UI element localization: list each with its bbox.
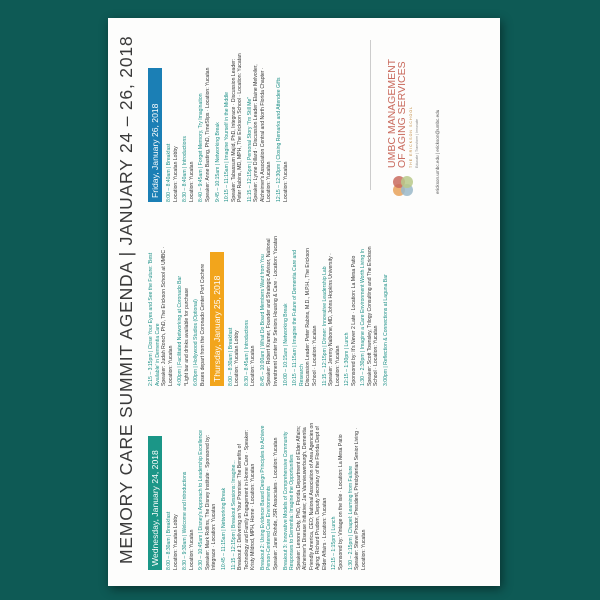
agenda-item-time: 11:15 – 12:15pm | Breakout Sessions: Imagine...: [230, 460, 237, 570]
agenda-item-detail: *Light bar and drinks available for purchase: [183, 288, 190, 386]
agenda-item: [283, 236, 290, 386]
agenda-item-time: 1:30 – 2:15pm | Chapel: Learning from Failure: [347, 465, 354, 570]
agenda-item: [322, 236, 342, 386]
agenda-item-time: Breakout 2: Using Evidence Based Design Principles to Achieve Person-Centered Care Environments: [259, 425, 273, 570]
divider: [370, 40, 371, 190]
agenda-item-time: 10:00 – 10:15am | Networking Break: [282, 303, 289, 386]
agenda-item-detail: Speaker: Robert Kramer, Founder and Strategic Advisor, National Investment Center for Seniors Housing & Care · Location: Yucatan: [266, 236, 279, 386]
agenda-item: [166, 52, 179, 202]
agenda-content: [108, 18, 500, 586]
agenda-item-time: 6:00pm | Hollywood Studios (Optional): [193, 299, 200, 386]
agenda-item: [221, 420, 228, 570]
agenda-item-detail: Location: Yucatan: [188, 161, 195, 202]
agenda-item: [247, 52, 273, 202]
org-tagline: Educate | Transform | Innovate: [415, 118, 419, 168]
agenda-item: [224, 52, 244, 202]
day-header-thursday: Thursday, January 25, 2018: [210, 252, 224, 386]
agenda-item-detail: Speaker: Jeremy Nalbone, MD, Johns Hopkins University · Location: Yucatan: [328, 253, 341, 386]
agenda-item-time: 8:30 – 9:30am | Welcome and Introductions: [182, 471, 189, 570]
org-name: UMBC MANAGEMENT OF AGING SERVICES: [386, 58, 408, 168]
agenda-item-time: 11:15 – 12:15pm | Dinner: Innovative Leadership Lab: [321, 266, 328, 386]
agenda-item-time: 9:30 – 10:45am | Disney's Approach to Leadership Excellence: [198, 430, 205, 570]
org-subtitle: THE ERICKSON SCHOOL: [409, 105, 413, 168]
agenda-item: [198, 52, 211, 202]
agenda-item: [331, 420, 344, 570]
agenda-item-detail: Speaker: Scott Townsley, Trilogy Consulting and The Erickson School · Location: Yucatan: [366, 246, 380, 386]
agenda-item-detail: Location: Yucatan: [250, 345, 257, 386]
agenda-item-time: 12:15 – 12:30pm | Closing Remarks and Attendee Gifts: [276, 77, 283, 202]
agenda-item-time: 2:15 – 3:15pm | Close Your Eyes and See the Future: 'Best Available' in Dementia Care: [148, 252, 161, 386]
agenda-item-time: 10:15 – 11:15am | Imagine the Future of Dementia Care and Research: [292, 249, 305, 386]
agenda-item-time: 11:15 – 12:15pm | Personal Story "I'm Still Me": [246, 96, 253, 202]
agenda-item: [292, 236, 318, 386]
agenda-item: [360, 236, 380, 386]
agenda-item-time: 8:00 – 8:30am | Breakfast: [166, 511, 172, 570]
agenda-item-time: 12:15 – 1:15pm | Lunch: [331, 516, 338, 570]
agenda-item-time: 8:00 – 8:30am | Breakfast: [227, 327, 234, 386]
agenda-item: [276, 52, 289, 202]
agenda-item-time: 10:45 – 11:15am | Networking Break: [221, 487, 228, 570]
day-header-wednesday: Wednesday, January 24, 2018: [148, 436, 162, 570]
agenda-item: [344, 236, 357, 386]
agenda-item-detail: Sponsored by: It's Never 2 Late · Location: La Mesa Patio: [350, 255, 357, 386]
agenda-item: [177, 236, 190, 386]
agenda-item-time: 8:40 – 9:45am | Forget Memory, Try Imagination: [198, 93, 205, 202]
agenda-item: [148, 236, 174, 386]
agenda-item-detail: Speaker: Lenore Doty, PhD, Florida Department of Elder Affairs; Alzheimer's Disease Initiative; Jan Vannieuwerburgh, Dementia Friendly America, CEO; National Association of Area Agencies on Aging; Richard Prudom, Deputy Secretary of the Florida Dept of Elder Affairs · Location: Yucatan: [295, 422, 328, 570]
agenda-item-time: 8:30 – 8:45am | Introductions: [243, 320, 250, 386]
agenda-item-detail: Speaker: Judah Ronch, PhD, The Erickson School at UMBC · Location: Yucatan: [161, 246, 174, 386]
agenda-title: MEMORY CARE SUMMIT AGENDA | JANUARY 24 – 26, 2018: [116, 35, 136, 564]
agenda-item: [182, 420, 195, 570]
agenda-item: [215, 52, 222, 202]
agenda-item: [283, 420, 329, 570]
agenda-item-detail: Speaker: Tabassum Majid, PhD, Integrace · Discussion Leader: Peter Rabins, MD, MPH, The Erickson School · Location: Yucatan: [230, 53, 244, 202]
column-wednesday: [148, 420, 370, 570]
agenda-item: [383, 236, 390, 386]
agenda-item-time: 8:00 – 8:40am | Breakfast: [166, 143, 172, 202]
agenda-item-detail: Sponsored by: Vintage on the Isle · Location: La Mesa Patio: [337, 434, 344, 570]
day-header-friday: Friday, January 26, 2018: [148, 68, 162, 202]
agenda-item: [228, 236, 241, 386]
agenda-item: [198, 420, 218, 570]
agenda-item-time: 3:00pm | Reflection & Connections at Laguna Bar: [383, 274, 390, 386]
agenda-item-detail: Discussion Leader: Peter Rabins, M.D., M.P.H., The Erickson School · Location: Yucatan: [305, 248, 318, 386]
agenda-item-time: Breakout 3: Innovative Models of Comprehensive Community Responses to Dementia: Imagine the Opportunities: [282, 431, 296, 570]
agenda-item-detail: Location: Yucatan: [282, 161, 289, 202]
agenda-item-detail: Speaker: Lynne Dillard · Discussion Leader: Elaine Melvoiler, Alzheimer's Association Central and North Florida Chapter · Location: Yucatan: [253, 64, 273, 202]
agenda-item: [166, 420, 179, 570]
agenda-item: [231, 420, 257, 570]
agenda-item-time: 12:15 – 1:30pm | Lunch: [344, 332, 351, 386]
agenda-item: [260, 236, 280, 386]
agenda-item-time: 8:30 – 8:40am | Introductions: [182, 136, 189, 202]
agenda-item-detail: Buses depart from the Coronado Center Port Cochere: [199, 263, 206, 386]
agenda-item-detail: Speaker: Mark Rollins, The Disney Institute · Sponsored by: Integrace · Location: Yucatan: [204, 435, 218, 570]
agenda-item-detail: Location: Yucatan: [188, 529, 195, 570]
agenda-item-detail: Speaker: Steve Proctor, President, Presbyterian Senior Living · Location: Yucatan: [354, 427, 367, 570]
agenda-item-time: 4:00pm | Facilitated Networking at Coronado Bar: [177, 275, 184, 386]
column-friday: [148, 52, 292, 202]
agenda-item: [348, 420, 368, 570]
agenda-item-detail: Location: Yucatan Lobby: [234, 330, 241, 386]
agenda-item-detail: Breakout 1: Delivering on Your Promise: The Benefits of Technology and Family Engagement in Home Care · Speaker: Kristy Mildrod, MPH, Home · Location: Yucatan: [237, 429, 257, 570]
agenda-item-time: 9:45 – 10:15am | Networking Break: [214, 122, 221, 202]
agenda-item: [260, 420, 280, 570]
logo-icon: [389, 172, 417, 200]
agenda-item: [182, 52, 195, 202]
agenda-item-detail: Speaker: Jane Rohde, JSR Associates · Location: Yucatan: [272, 437, 279, 570]
agenda-item-detail: Speaker: Anne Basting, PhD, TimeSlips · Location: Yucatan: [204, 67, 211, 202]
org-url: erickson.umbc.edu | erickson@umbc.edu: [435, 109, 440, 194]
column-thursday: [148, 236, 393, 386]
agenda-item-time: 1:30 – 2:30pm | Imagine a Care Environment Worth Living In: [360, 249, 367, 386]
agenda-item-time: 8:45 – 10:00am | What Do Board Members Want from You: [259, 254, 266, 386]
agenda-item-detail: Location: Yucatan Lobby: [172, 514, 179, 570]
agenda-item-time: 10:15 – 11:15am | Imagine Yourself in the Middle: [224, 92, 231, 202]
agenda-item-detail: Location: Yucatan Lobby: [172, 146, 179, 202]
agenda-item: [193, 236, 206, 386]
agenda-item: [244, 236, 257, 386]
